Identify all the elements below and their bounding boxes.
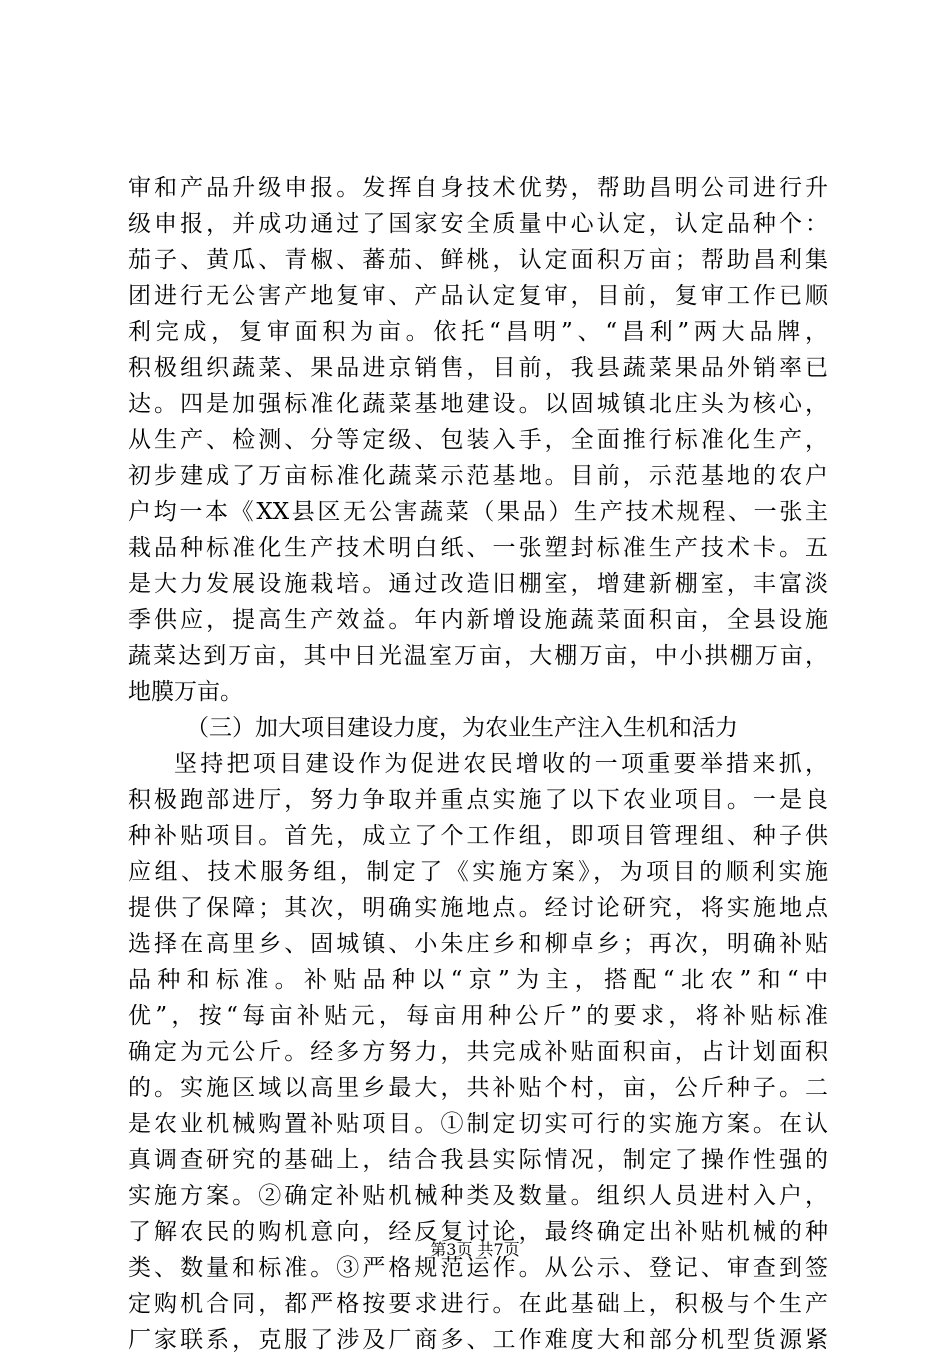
section-heading: （三）加大项目建设力度，为农业生产注入生机和活力 [186,715,738,741]
text-line: 是农业机械购置补贴项目。①制定切实可行的实施方案。在认 [128,1111,828,1137]
text-line: 实施方案。②确定补贴机械种类及数量。组织人员进村入户， [128,1183,828,1209]
text-line: 的。实施区域以高里乡最大，共补贴个村，亩，公斤种子。二 [128,1075,828,1101]
text-line: 确定为元公斤。经多方努力，共完成补贴面积亩，占计划面积 [128,1039,828,1065]
text-line: 利完成，复审面积为亩。依托“昌明”、“昌利”两大品牌， [128,319,828,345]
text-line: 地膜万亩。 [128,679,243,705]
text-line: 品种和标准。补贴品种以“京”为主，搭配“北农”和“中 [128,967,828,993]
text-line: 提供了保障；其次，明确实施地点。经讨论研究，将实施地点 [128,895,828,921]
text-line: 季供应，提高生产效益。年内新增设施蔬菜面积亩，全县设施 [128,607,828,633]
paragraph-first-line: 坚持把项目建设作为促进农民增收的一项重要举措来抓， [174,751,828,777]
text-line: 级申报，并成功通过了国家安全质量中心认定，认定品种个： [128,211,828,237]
text-line: 选择在高里乡、固城镇、小朱庄乡和柳卓乡；再次，明确补贴 [128,931,828,957]
text-line: 茄子、黄瓜、青椒、蕃茄、鲜桃，认定面积万亩；帮助昌利集 [128,247,828,273]
text-line: 团进行无公害产地复审、产品认定复审，目前，复审工作已顺 [128,283,828,309]
text-line: 审和产品升级申报。发挥自身技术优势，帮助昌明公司进行升 [128,175,828,201]
text-line: 积极组织蔬菜、果品进京销售，目前，我县蔬菜果品外销率已 [128,355,828,381]
text-line: 优”，按“每亩补贴元，每亩用种公斤”的要求，将补贴标准 [128,1003,828,1029]
text-line: 真调查研究的基础上，结合我县实际情况，制定了操作性强的 [128,1147,828,1173]
text-line: 是大力发展设施栽培。通过改造旧棚室，增建新棚室，丰富淡 [128,571,828,597]
text-line: 达。四是加强标准化蔬菜基地建设。以固城镇北庄头为核心， [128,391,828,417]
text-line: 类、数量和标准。③严格规范运作。从公示、登记、审查到签 [128,1255,828,1281]
text-line: 蔬菜达到万亩，其中日光温室万亩，大棚万亩，中小拱棚万亩， [128,643,828,669]
text-line: 定购机合同，都严格按要求进行。在此基础上，积极与个生产 [128,1291,828,1317]
text-line: 户均一本《XX县区无公害蔬菜（果品）生产技术规程、一张主 [128,499,828,525]
text-line: 积极跑部进厅，努力争取并重点实施了以下农业项目。一是良 [128,787,828,813]
text-line: 从生产、检测、分等定级、包装入手，全面推行标准化生产， [128,427,828,453]
text-line: 应组、技术服务组，制定了《实施方案》，为项目的顺利实施 [128,859,828,885]
text-line: 初步建成了万亩标准化蔬菜示范基地。目前，示范基地的农户 [128,463,828,489]
text-line: 了解农民的购机意向，经反复讨论，最终确定出补贴机械的种 [128,1219,828,1245]
text-line: 栽品种标准化生产技术明白纸、一张塑封标准生产技术卡。五 [128,535,828,561]
text-line: 种补贴项目。首先，成立了个工作组，即项目管理组、种子供 [128,823,828,849]
page-number: 第3页 共7页 [430,1240,520,1259]
body-text [128,170,828,1358]
text-line: 厂家联系，克服了涉及厂商多、工作难度大和部分机型货源紧 [128,1327,828,1353]
